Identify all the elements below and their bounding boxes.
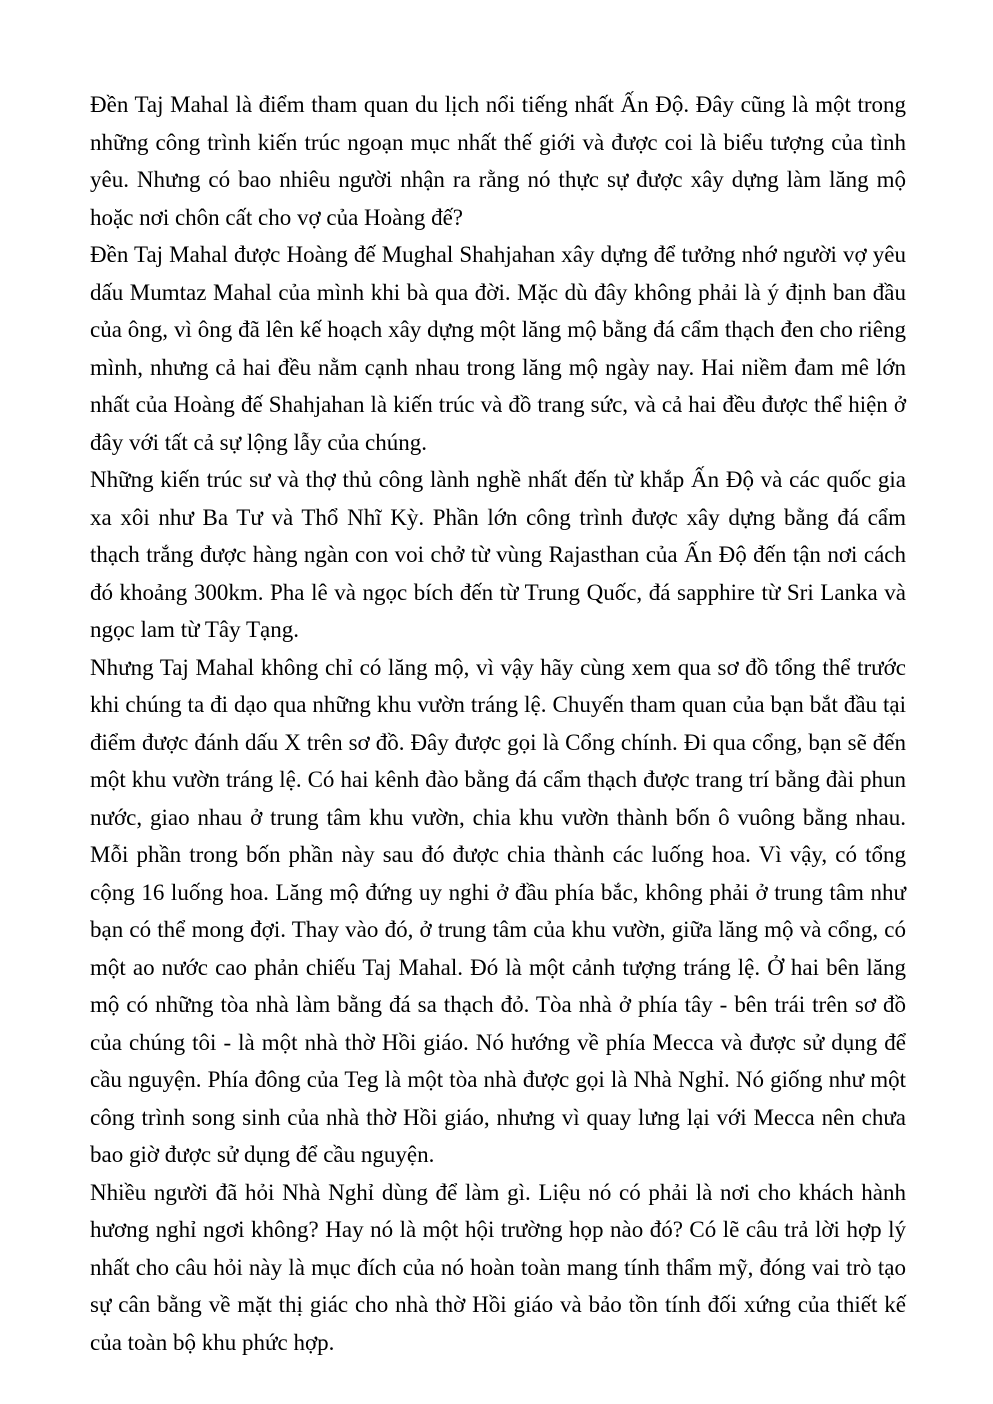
paragraph-guest-house: Nhiều người đã hỏi Nhà Nghỉ dùng để làm gì. Liệu nó có phải là nơi cho khách hành hương nghỉ ngơi không? Hay nó là một hội trường họp nào đó? Có lẽ câu trả lời hợp lý nhất cho câu hỏi này là mục đích của nó hoàn toàn mang tính thẩm mỹ, đóng vai trò tạo sự cân bằng về mặt thị giác cho nhà thờ Hồi giáo và bảo tồn tính đối xứng của thiết kế của toàn bộ khu phức hợp. xyxy=(90,1179,906,1355)
paragraph-history: Đền Taj Mahal được Hoàng đế Mughal Shahjahan xây dựng để tưởng nhớ người vợ yêu dấu Mumtaz Mahal của mình khi bà qua đời. Mặc dù đây không phải là ý định ban đầu của ông, vì ông đã lên kế hoạch xây dựng một lăng mộ bằng đá cẩm thạch đen cho riêng mình, nhưng cả hai đều nằm cạnh nhau trong lăng mộ ngày nay. Hai niềm đam mê lớn nhất của Hoàng đế Shahjahan là kiến trúc và đồ trang sức, và cả hai đều được thể hiện ở đây với tất cả sự lộng lẫy của chúng. xyxy=(90,242,906,455)
paragraph-intro: Đền Taj Mahal là điểm tham quan du lịch nổi tiếng nhất Ấn Độ. Đây cũng là một trong những công trình kiến trúc ngoạn mục nhất thế giới và được coi là biểu tượng của tình yêu. Nhưng có bao nhiêu người nhận ra rằng nó thực sự được xây dựng làm lăng mộ hoặc nơi chôn cất cho vợ của Hoàng đế? xyxy=(90,92,906,230)
paragraph-materials: Những kiến trúc sư và thợ thủ công lành nghề nhất đến từ khắp Ấn Độ và các quốc gia xa xôi như Ba Tư và Thổ Nhĩ Kỳ. Phần lớn công trình được xây dựng bằng đá cẩm thạch trắng được hàng ngàn con voi chở từ vùng Rajasthan của Ấn Độ đến tận nơi cách đó khoảng 300km. Pha lê và ngọc bích đến từ Trung Quốc, đá sapphire từ Sri Lanka và ngọc lam từ Tây Tạng. xyxy=(90,467,906,642)
text-block xyxy=(90,86,906,1361)
paragraph-layout-tour: Nhưng Taj Mahal không chỉ có lăng mộ, vì vậy hãy cùng xem qua sơ đồ tổng thể trước khi chúng ta đi dạo qua những khu vườn tráng lệ. Chuyến tham quan của bạn bắt đầu tại điểm được đánh dấu X trên sơ đồ. Đây được gọi là Cổng chính. Đi qua cổng, bạn sẽ đến một khu vườn tráng lệ. Có hai kênh đào bằng đá cẩm thạch được trang trí bằng đài phun nước, giao nhau ở trung tâm khu vườn, chia khu vườn thành bốn ô vuông bằng nhau. Mỗi phần trong bốn phần này sau đó được chia thành các luống hoa. Vì vậy, có tổng cộng 16 luống hoa. Lăng mộ đứng uy nghi ở đầu phía bắc, không phải ở trung tâm như bạn có thể mong đợi. Thay vào đó, ở trung tâm của khu vườn, giữa lăng mộ và cổng, có một ao nước cao phản chiếu Taj Mahal. Đó là một cảnh tượng tráng lệ. Ở hai bên lăng mộ có những tòa nhà làm bằng đá sa thạch đỏ. Tòa nhà ở phía tây - bên trái trên sơ đồ của chúng tôi - là một nhà thờ Hồi giáo. Nó hướng về phía Mecca và được sử dụng để cầu nguyện. Phía đông của Teg là một tòa nhà được gọi là Nhà Nghỉ. Nó giống như một công trình song sinh của nhà thờ Hồi giáo, nhưng vì quay lưng lại với Mecca nên chưa bao giờ được sử dụng để cầu nguyện. xyxy=(90,654,906,1167)
